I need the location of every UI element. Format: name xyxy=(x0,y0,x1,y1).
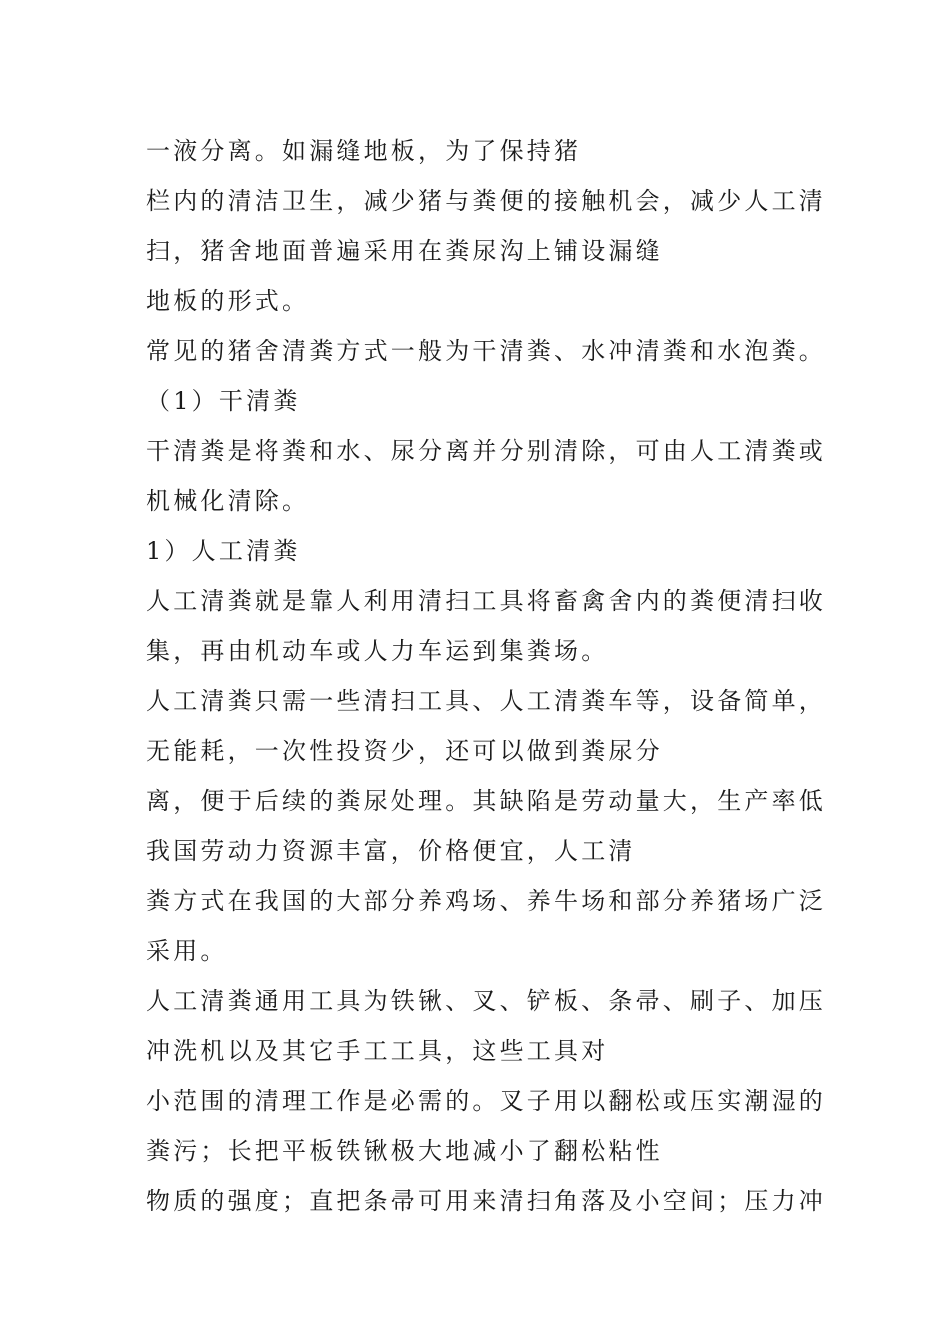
body-text xyxy=(146,126,826,1226)
text-line: 人工清粪通用工具为铁锹、叉、铲板、条帚、刷子、加压 xyxy=(146,987,826,1015)
text-line: 粪污；长把平板铁锹极大地减小了翻松粘性 xyxy=(146,1137,663,1165)
text-line: 粪方式在我国的大部分养鸡场、养牛场和部分养猪场广泛 xyxy=(146,887,826,915)
text-line: 机械化清除。 xyxy=(146,487,310,515)
text-line: 常见的猪舍清粪方式一般为干清粪、水冲清粪和水泡粪。 xyxy=(146,337,826,365)
text-line: 人工清粪只需一些清扫工具、人工清粪车等，设备简单， xyxy=(146,687,826,715)
text-line: 集，再由机动车或人力车运到集粪场。 xyxy=(146,637,609,665)
text-line: 干清粪是将粪和水、尿分离并分别清除，可由人工清粪或 xyxy=(146,437,826,465)
section-heading: （1）干清粪 xyxy=(146,387,301,415)
subsection-heading: 1）人工清粪 xyxy=(146,537,301,565)
text-line: 人工清粪就是靠人利用清扫工具将畜禽舍内的粪便清扫收 xyxy=(146,587,826,615)
text-line: 小范围的清理工作是必需的。叉子用以翻松或压实潮湿的 xyxy=(146,1087,826,1115)
text-line: 无能耗，一次性投资少，还可以做到粪尿分 xyxy=(146,737,663,765)
text-line: 栏内的清洁卫生，减少猪与粪便的接触机会，减少人工清 xyxy=(146,187,826,215)
text-line: 离，便于后续的粪尿处理。其缺陷是劳动量大，生产率低 xyxy=(146,787,826,815)
text-line: 一液分离。如漏缝地板，为了保持猪 xyxy=(146,137,582,165)
text-line: 物质的强度；直把条帚可用来清扫角落及小空间；压力冲 xyxy=(146,1187,826,1215)
text-line: 冲洗机以及其它手工工具，这些工具对 xyxy=(146,1037,609,1065)
text-line: 我国劳动力资源丰富，价格便宜，人工清 xyxy=(146,837,636,865)
text-line: 地板的形式。 xyxy=(146,287,310,315)
text-line: 扫，猪舍地面普遍采用在粪尿沟上铺设漏缝 xyxy=(146,237,663,265)
text-line: 采用。 xyxy=(146,937,228,965)
